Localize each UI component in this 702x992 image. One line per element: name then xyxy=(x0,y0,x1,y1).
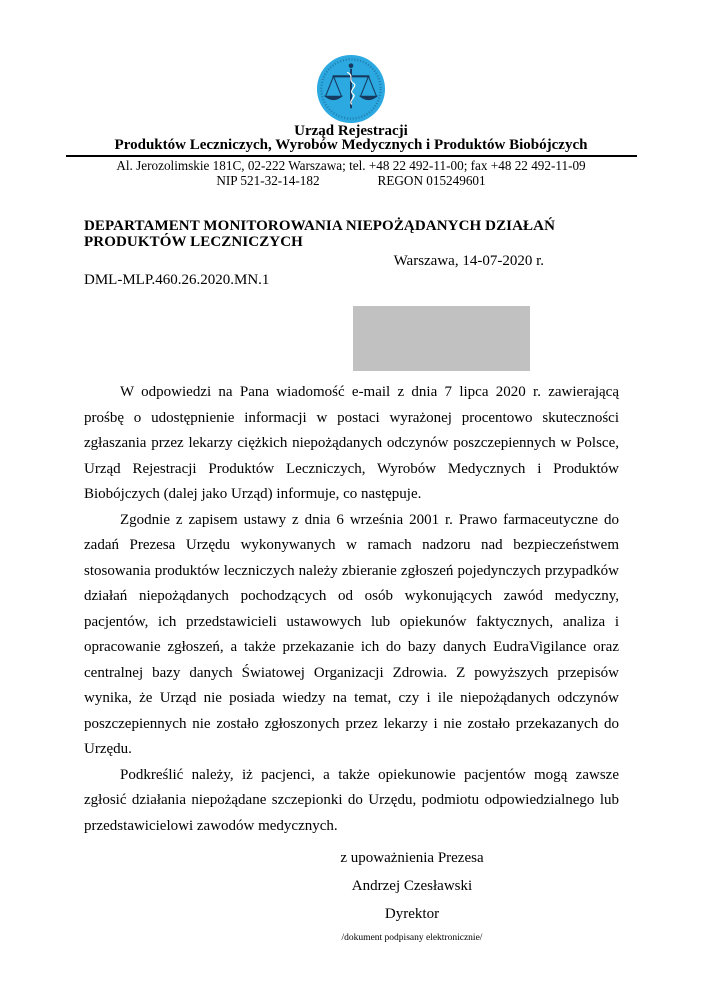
org-name-line2: Produktów Leczniczych, Wyrobów Medycznych i Produktów Biobójczych xyxy=(114,137,588,153)
signature-note: /dokument podpisany elektronicznie/ xyxy=(341,933,483,943)
org-name-line1: Urząd Rejestracji xyxy=(294,123,408,139)
signatory-title: Dyrektor xyxy=(384,906,440,922)
reference-number: DML-MLP.460.26.2020.MN.1 xyxy=(84,272,270,288)
body-paragraph: W odpowiedzi na Pana wiadomość e-mail z dnia 7 lipca 2020 r. zawierającą prośbę o udostępnienie informacji w postaci wyrażonej procentowo skuteczności zgłaszania przez lekarzy ciężkich niepożądanych odczynów poszczepiennych w Polsce, Urząd Rejestracji Produktów Leczniczych, Wyrobów Medycznych i Produktów Biobójczych (dalej jako Urząd) informuje, co następuje. xyxy=(84,384,619,502)
nip-value: NIP 521-32-14-182 xyxy=(216,173,320,188)
department-heading xyxy=(84,219,619,250)
department-heading-line1: DEPARTAMENT MONITOROWANIA NIEPOŻĄDANYCH DZIAŁAŃ xyxy=(84,218,556,234)
registry-ids-line xyxy=(0,173,702,188)
redacted-recipient-block xyxy=(353,306,530,371)
signature-block xyxy=(262,844,562,945)
body-paragraph: Zgodnie z zapisem ustawy z dnia 6 września 2001 r. Prawo farmaceutyczne do zadań Prezesa Urzędu wykonywanych w ramach nadzoru nad bezpieczeństwem stosowania produktów leczniczych należy zbieranie zgłoszeń pojedynczych przypadków działań niepożądanych pochodzących od osób wykonujących zawód medyczny, pacjentów, ich przedstawicieli ustawowych lub opiekunów faktycznych, analiza i opracowanie zgłoszeń, a także przekazanie ich do bazy danych EudraVigilance oraz centralnej bazy danych Światowej Organizacji Zdrowia. Z powyższych przepisów wynika, że Urząd nie posiada wiedzy na temat, czy i ile niepożądanych odczynów poszczepiennych nie zostało zgłoszonych przez lekarzy i nie zostało przekazanych do Urzędu. xyxy=(84,511,619,757)
department-heading-line2: PRODUKTÓW LECZNICZYCH xyxy=(84,233,303,250)
regon-value: REGON 015249601 xyxy=(377,173,486,188)
body-paragraph: Podkreślić należy, iż pacjenci, a także opiekunowie pacjentów mogą zawsze zgłosić działania niepożądane szczepionki do Urzędu, podmiotu odpowiedzialnego lub przedstawicielowi zawodów medycznych. xyxy=(84,766,619,834)
letter-content xyxy=(0,219,702,945)
signature-authorization: z upoważnienia Prezesa xyxy=(340,850,484,866)
header-divider xyxy=(66,155,637,157)
signatory-name: Andrzej Czesławski xyxy=(351,878,473,894)
scales-logo-icon xyxy=(316,54,386,124)
address-line: Al. Jerozolimskie 181C, 02-222 Warszawa; tel. +48 22 492-11-00; fax +48 22 492-11-09 xyxy=(116,158,586,173)
place-date: Warszawa, 14-07-2020 r. xyxy=(393,253,544,269)
letterhead xyxy=(0,0,702,188)
